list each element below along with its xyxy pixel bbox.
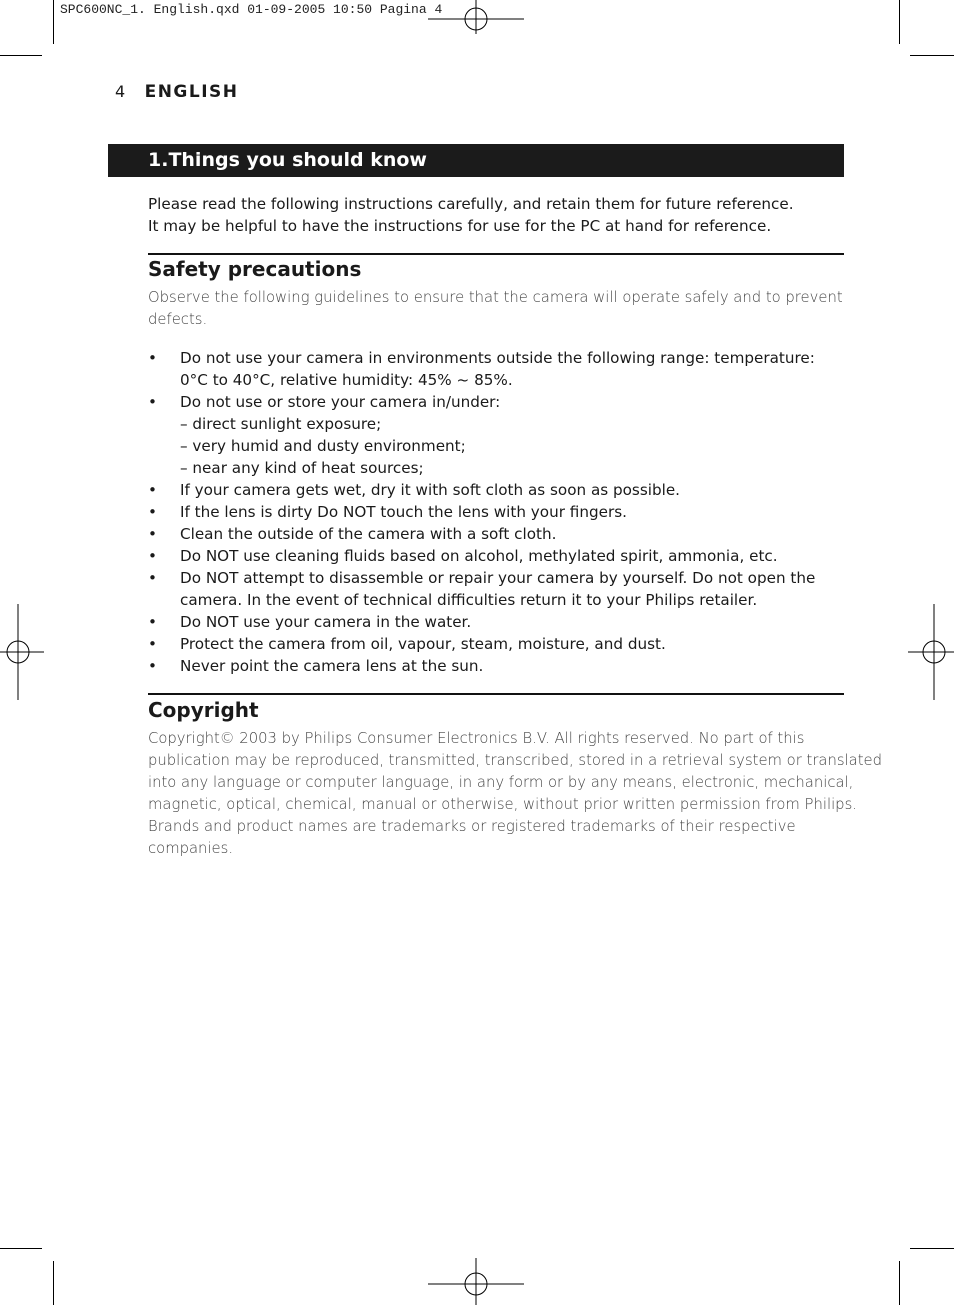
safety-bullet-item [148, 611, 844, 633]
safety-bullet-item [148, 347, 844, 391]
crop-mark [910, 1248, 954, 1249]
copyright-line: magnetic, optical, chemical, manual or otherwise, without prior written permission from Philips. [148, 796, 857, 813]
intro-line: Please read the following instructions carefully, and retain them for future reference. [148, 195, 794, 213]
bullet-icon: • [148, 503, 157, 521]
registration-mark-icon [426, 1258, 526, 1305]
copyright-heading: Copyright [148, 698, 259, 722]
safety-bullet-item [148, 501, 844, 523]
safety-intro [148, 287, 844, 331]
crop-mark [0, 55, 42, 56]
bullet-text-line: 0°C to 40°C, relative humidity: 45% ~ 85%. [180, 371, 513, 389]
copyright-line: Brands and product names are trademarks or registered trademarks of their respective [148, 818, 796, 835]
bullet-text-line: Do not use or store your camera in/under: [180, 393, 501, 411]
bullet-text-line: Do NOT use cleaning fluids based on alcohol, methylated spirit, ammonia, etc. [180, 547, 778, 565]
bullet-icon: • [148, 613, 157, 631]
crop-mark [910, 55, 954, 56]
registration-mark-icon [426, 0, 526, 34]
bullet-icon: • [148, 569, 157, 587]
crop-mark [899, 0, 900, 44]
bullet-text-line: Do NOT use your camera in the water. [180, 613, 472, 631]
safety-intro-line: Observe the following guidelines to ensure that the camera will operate safely and to prevent [148, 289, 843, 306]
bullet-icon: • [148, 635, 157, 653]
safety-bullet-item [148, 523, 844, 545]
language-label: ENGLISH [144, 82, 239, 102]
safety-bullet-item [148, 633, 844, 655]
safety-bullet-item [148, 391, 844, 479]
copyright-line: into any language or computer language, in any form or by any means, electronic, mechanical, [148, 774, 854, 791]
bullet-sub-item: – direct sunlight exposure; [180, 415, 382, 433]
copyright-line: publication may be reproduced, transmitted, transcribed, stored in a retrieval system or translated [148, 752, 883, 769]
bullet-text-line: Clean the outside of the camera with a soft cloth. [180, 525, 557, 543]
bullet-text-line: If the lens is dirty Do NOT touch the lens with your fingers. [180, 503, 627, 521]
bullet-sub-item: – near any kind of heat sources; [180, 459, 424, 477]
section-divider [148, 693, 844, 695]
safety-list-container [148, 347, 844, 677]
page-number: 4 [115, 82, 126, 101]
bullet-text-line: Never point the camera lens at the sun. [180, 657, 484, 675]
section-divider [148, 253, 844, 255]
bullet-text-line: Protect the camera from oil, vapour, steam, moisture, and dust. [180, 635, 666, 653]
crop-mark [899, 1261, 900, 1305]
bullet-sub-item: – very humid and dusty environment; [180, 437, 466, 455]
crop-mark [0, 1248, 42, 1249]
copyright-line: Copyright© 2003 by Philips Consumer Electronics B.V. All rights reserved. No part of this [148, 730, 805, 747]
safety-bullet-item [148, 567, 844, 611]
bullet-icon: • [148, 393, 157, 411]
chapter-title: 1.Things you should know [148, 149, 427, 171]
bullet-text-line: Do NOT attempt to disassemble or repair your camera by yourself. Do not open the [180, 569, 816, 587]
bullet-icon: • [148, 657, 157, 675]
crop-mark [53, 1261, 54, 1305]
copyright-paragraph [148, 728, 883, 860]
safety-heading: Safety precautions [148, 257, 362, 281]
safety-bullet-item [148, 545, 844, 567]
safety-bullet-item [148, 479, 844, 501]
safety-bullet-list [148, 347, 844, 677]
bullet-icon: • [148, 349, 157, 367]
registration-mark-icon [908, 602, 954, 702]
page-header [115, 82, 239, 102]
copyright-line: companies. [148, 840, 234, 857]
bullet-text-line: camera. In the event of technical difficulties return it to your Philips retailer. [180, 591, 758, 609]
bullet-icon: • [148, 525, 157, 543]
bullet-icon: • [148, 547, 157, 565]
bullet-icon: • [148, 481, 157, 499]
chapter-title-bar [108, 144, 844, 177]
registration-mark-icon [0, 602, 44, 702]
safety-intro-line: defects. [148, 311, 208, 328]
print-slug-line: SPC600NC_1. English.qxd 01-09-2005 10:50 Pagina 4 [60, 2, 443, 17]
crop-mark [53, 0, 54, 44]
bullet-text-line: Do not use your camera in environments outside the following range: temperature: [180, 349, 815, 367]
bullet-text-line: If your camera gets wet, dry it with soft cloth as soon as possible. [180, 481, 681, 499]
intro-line: It may be helpful to have the instructions for use for the PC at hand for reference. [148, 217, 772, 235]
safety-bullet-item [148, 655, 844, 677]
intro-paragraph [148, 193, 844, 237]
